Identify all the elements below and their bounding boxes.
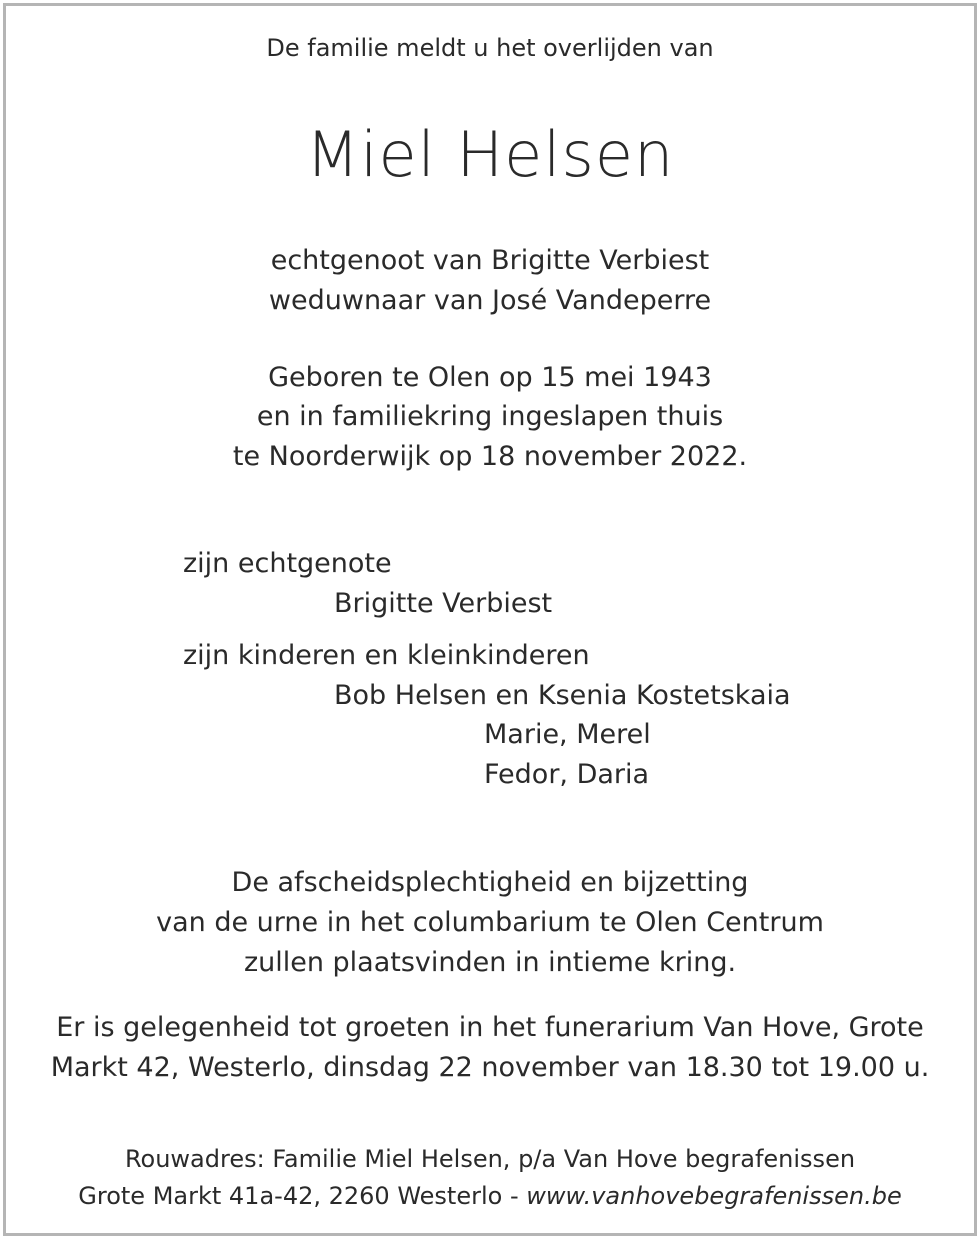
visitation-line-1: Er is gelegenheid tot groeten in het funerarium Van Hove, Grote <box>56 1012 924 1043</box>
intro-text: De familie meldt u het overlijden van <box>266 34 714 62</box>
birth-line: Geboren te Olen op 15 mei 1943 <box>268 362 712 393</box>
relation-spouse: echtgenoot van Brigitte Verbiest <box>270 245 710 276</box>
visitation-line-2: Markt 42, Westerlo, dinsdag 22 november van 18.30 tot 19.00 u. <box>50 1052 930 1083</box>
relation-widower: weduwnaar van José Vandeperre <box>268 285 712 316</box>
death-line-2: te Noorderwijk op 18 november 2022. <box>232 441 748 472</box>
spouse-name: Brigitte Verbiest <box>334 588 553 619</box>
spouse-heading: zijn echtgenote <box>183 548 392 579</box>
contact-street: Grote Markt 41a-42, 2260 Westerlo - <box>78 1182 527 1210</box>
grandchildren-line-1: Marie, Merel <box>484 719 651 750</box>
contact-address: Rouwadres: Familie Miel Helsen, p/a Van Hove begrafenissen <box>124 1145 856 1173</box>
ceremony-line-3: zullen plaatsvinden in intieme kring. <box>243 947 737 978</box>
ceremony-line-1: De afscheidsplechtigheid en bijzetting <box>231 867 749 898</box>
children-names: Bob Helsen en Ksenia Kostetskaia <box>334 680 791 711</box>
children-heading: zijn kinderen en kleinkinderen <box>183 640 590 671</box>
ceremony-line-2: van de urne in het columbarium te Olen Centrum <box>156 907 824 938</box>
website-link[interactable]: www.vanhovebegrafenissen.be <box>526 1182 902 1210</box>
grandchildren-line-2: Fedor, Daria <box>484 759 650 790</box>
deceased-name: Miel Helsen <box>305 118 675 191</box>
death-line-1: en in familiekring ingeslapen thuis <box>256 401 724 432</box>
contact-line-2 <box>0 1180 980 1212</box>
